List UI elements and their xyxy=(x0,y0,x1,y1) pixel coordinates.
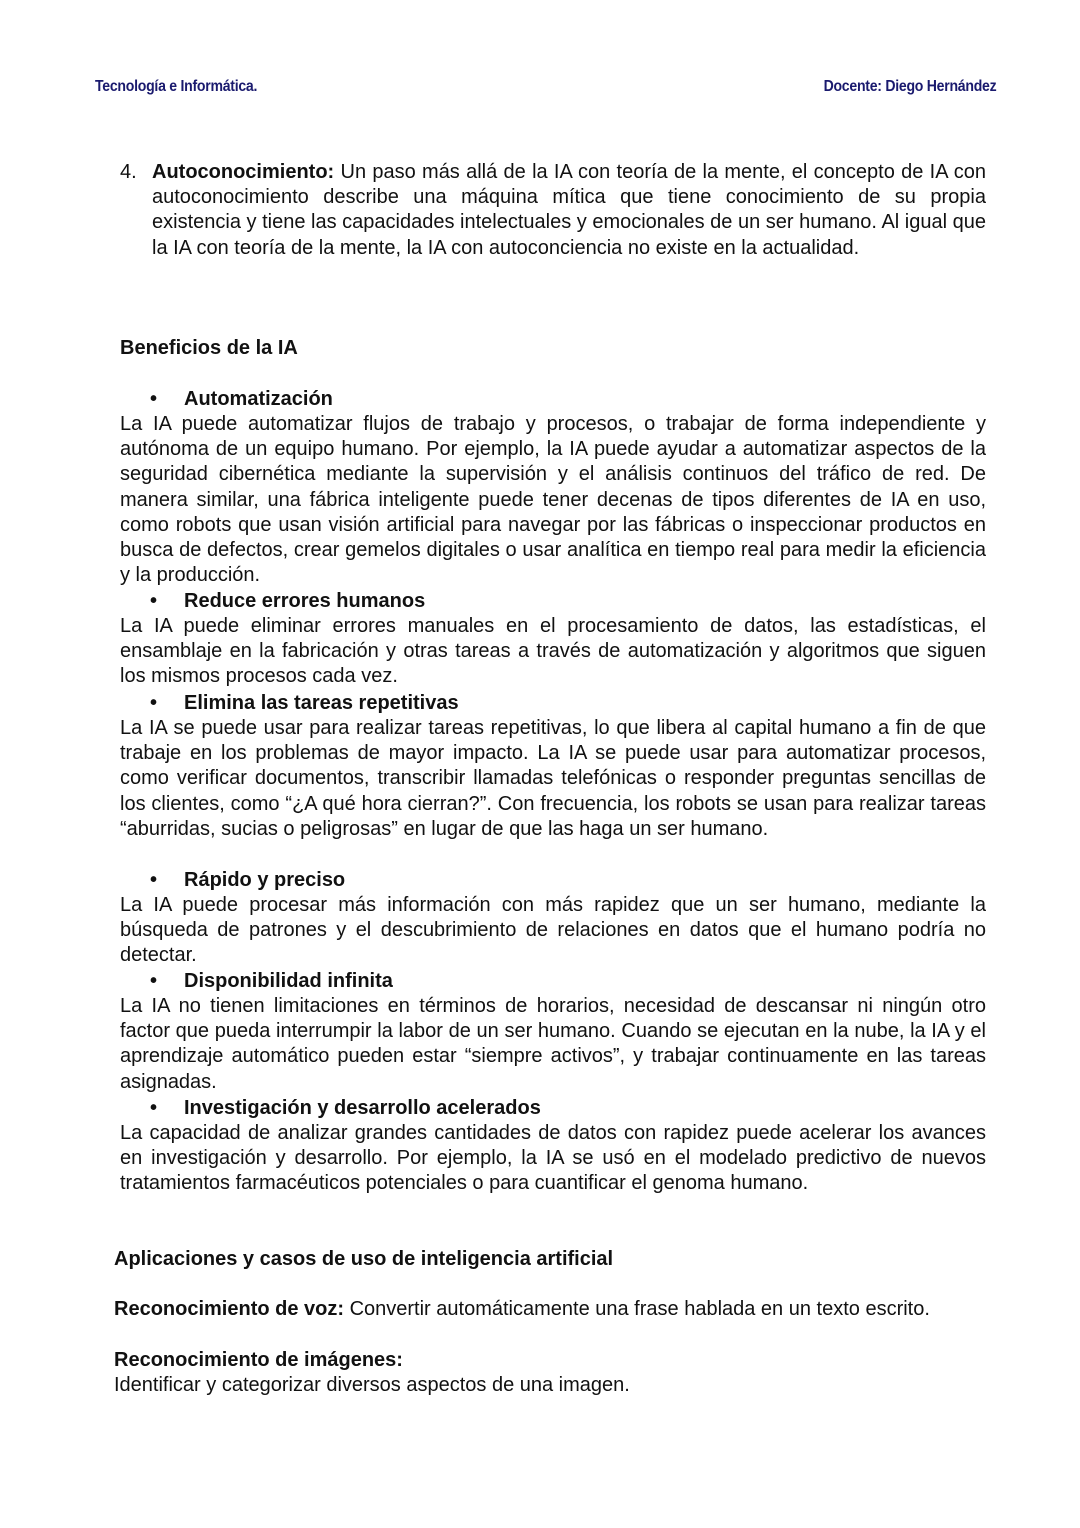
benefit-title: Investigación y desarrollo acelerados xyxy=(184,1097,541,1119)
application-image-title: Reconocimiento de imágenes: xyxy=(114,1349,403,1371)
item-text: Un paso más allá de la IA con teoría de la mente, el concepto de IA con autoconocimiento describe una máquina mítica que tiene conocimiento de su propia existencia y tiene las capacidades intelectuales y emocionales de un ser humano. Al igual que la IA con teoría de la mente, la IA con autoconciencia no existe en la actualidad. xyxy=(152,161,986,259)
bullet-icon: • xyxy=(150,970,158,992)
numbered-item-4 xyxy=(120,160,986,261)
benefit-bullet-automatizacion xyxy=(150,387,333,412)
benefit-bullet-rapido-preciso xyxy=(150,868,345,893)
benefit-title: Rápido y preciso xyxy=(184,869,346,891)
benefit-text: La IA se puede usar para realizar tareas repetitivas, lo que libera al capital humano a fin de que trabaje en los problemas de mayor impacto. La IA se puede usar para automatizar procesos, como verificar documentos, transcribir llamadas telefónicas o responder preguntas sencillas de los clientes, como “¿A qué hora cierran?”. Con frecuencia, los robots se usan para realizar tareas “aburridas, sucias o peligrosas” en lugar de que las haga un ser humano. xyxy=(120,717,986,840)
page-header xyxy=(95,78,996,102)
teacher-name: Docente: Diego Hernández xyxy=(823,78,996,95)
benefit-title: Elimina las tareas repetitivas xyxy=(184,692,459,714)
item-title: Autoconocimiento: xyxy=(152,161,335,183)
application-title: Reconocimiento de voz: xyxy=(114,1298,345,1320)
benefit-text: La IA puede procesar más información con más rapidez que un ser humano, mediante la búsqueda de patrones y el descubrimiento de relaciones en datos que el humano podría no detectar. xyxy=(120,894,986,967)
application-voice xyxy=(114,1297,986,1322)
bullet-icon: • xyxy=(150,590,158,612)
applications-heading: Aplicaciones y casos de uso de inteligencia artificial xyxy=(114,1248,614,1270)
benefit-bullet-reduce-errores xyxy=(150,589,425,614)
benefit-text: La IA puede automatizar flujos de trabajo y procesos, o trabajar de forma independiente y autónoma de un equipo humano. Por ejemplo, la IA puede ayudar a automatizar aspectos de la seguridad cibernética mediante la supervisión y el análisis continuos del tráfico de red. De manera similar, una fábrica inteligente puede tener decenas de tipos diferentes de IA en uso, como robots que usan visión artificial para navegar por las fábricas o inspeccionar productos en busca de defectos, crear gemelos digitales o usar analítica en tiempo real para medir la eficiencia y la producción. xyxy=(120,413,986,587)
benefit-bullet-tareas-repetitivas xyxy=(150,691,459,716)
bullet-icon: • xyxy=(150,869,158,891)
benefit-title: Automatización xyxy=(184,388,333,410)
course-title: Tecnología e Informática. xyxy=(95,78,258,95)
bullet-icon: • xyxy=(150,388,158,410)
item-number: 4. xyxy=(120,161,137,183)
benefit-text: La capacidad de analizar grandes cantidades de datos con rapidez puede acelerar los avances en investigación y desarrollo. Por ejemplo, la IA se usó en el modelado predictivo de nuevos tratamientos farmacéuticos potenciales o para cuantificar el genoma humano. xyxy=(120,1122,986,1195)
benefit-bullet-disponibilidad xyxy=(150,969,393,994)
bullet-icon: • xyxy=(150,1097,158,1119)
bullet-icon: • xyxy=(150,692,158,714)
application-text: Convertir automáticamente una frase hablada en un texto escrito. xyxy=(344,1298,930,1320)
application-image-text: Identificar y categorizar diversos aspectos de una imagen. xyxy=(114,1374,630,1396)
benefit-bullet-investigacion xyxy=(150,1096,541,1121)
benefit-text: La IA no tienen limitaciones en términos de horarios, necesidad de descansar ni ningún otro factor que pueda interrumpir la labor de un ser humano. Cuando se ejecutan en la nube, la IA y el aprendizaje automático pueden estar “siempre activos”, y trabajar continuamente en las tareas asignadas. xyxy=(120,995,986,1093)
benefit-title: Disponibilidad infinita xyxy=(184,970,393,992)
benefit-text: La IA puede eliminar errores manuales en el procesamiento de datos, las estadísticas, el ensamblaje en la fabricación y otras tareas a través de automatización y algoritmos que siguen los mismos procesos cada vez. xyxy=(120,615,986,688)
benefits-heading: Beneficios de la IA xyxy=(120,337,298,359)
benefit-title: Reduce errores humanos xyxy=(184,590,426,612)
